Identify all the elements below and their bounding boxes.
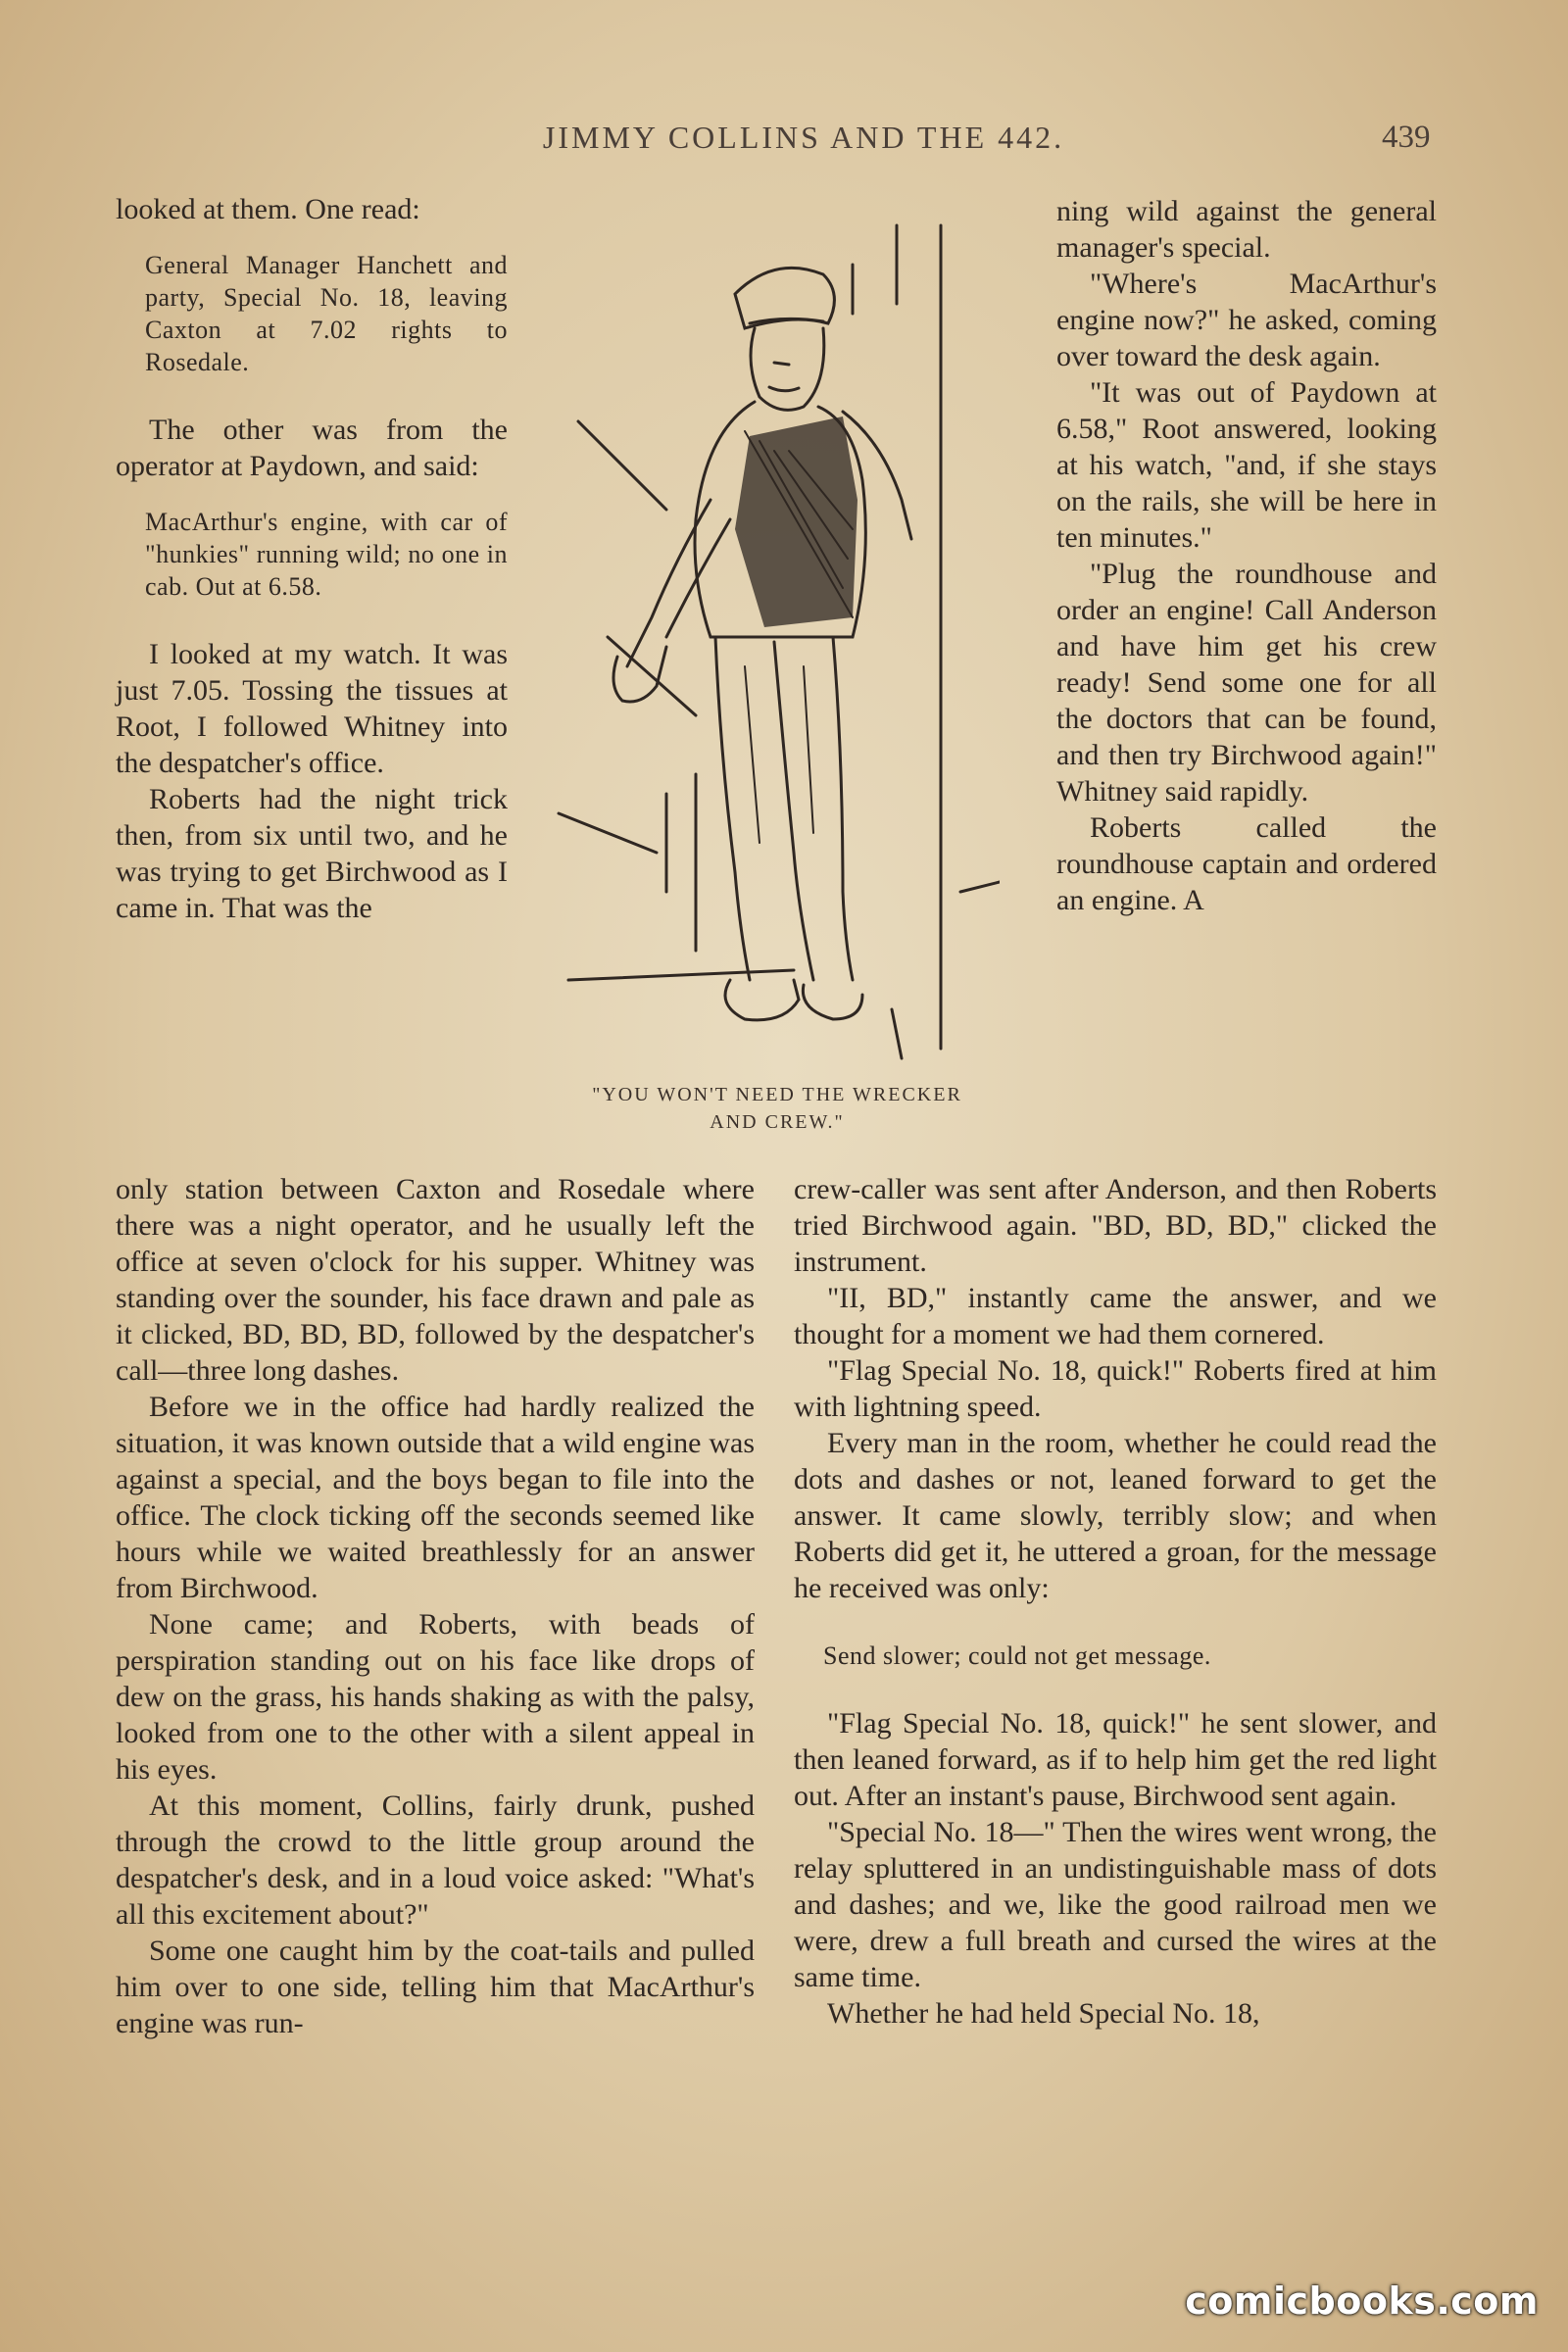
right-column-bottom	[794, 1171, 1437, 2032]
telegram-quote: General Manager Hanchett and party, Special No. 18, leaving Caxton at 7.02 rights to Rosedale.	[145, 251, 508, 376]
illustration-man-leaning	[549, 206, 1000, 1068]
paragraph: Roberts had the night trick then, from six until two, and he was trying to get Birchwood as I came in. That was the	[116, 783, 508, 924]
paragraph: None came; and Roberts, with beads of perspiration standing out on his face like drops of dew on the grass, his hands shaking as with the palsy, looked from one to the other with a silent appeal in his eyes.	[116, 1608, 755, 1786]
telegram-quote: MacArthur's engine, with car of "hunkies" running wild; no one in cab. Out at 6.58.	[145, 508, 508, 601]
running-head: JIMMY COLLINS AND THE 442.	[542, 120, 1065, 155]
right-column-top	[1056, 193, 1437, 918]
paragraph: "Plug the roundhouse and order an engine! Call Anderson and have him get his crew ready! Send some one for all the doctors that can be found, and then try Birchwood again!" Whitney said rapidly.	[1056, 558, 1437, 808]
page-number: 439	[1382, 120, 1431, 155]
paragraph: only station between Caxton and Rosedale where there was a night operator, and he usually left the office at seven o'clock for his supper. Whitney was standing over the sounder, his face drawn and pale as it clicked, BD, BD, BD, followed by the despatcher's call—three long dashes.	[116, 1173, 755, 1387]
paragraph: "Flag Special No. 18, quick!" Roberts fired at him with lightning speed.	[794, 1354, 1437, 1423]
paragraph: crew-caller was sent after Anderson, and then Roberts tried Birchwood again. "BD, BD, BD," clicked the instrument.	[794, 1173, 1437, 1278]
left-column-bottom	[116, 1171, 755, 2041]
paragraph: Whether he had held Special No. 18,	[827, 1997, 1260, 2030]
paragraph: Every man in the room, whether he could read the dots and dashes or not, leaned forward to get the answer. It came slowly, terribly slow; and when Roberts did get it, he uttered a groan, for the message he received was only:	[794, 1427, 1437, 1604]
paragraph: "It was out of Paydown at 6.58," Root answered, looking at his watch, "and, if she stays on the rails, she will be here in ten minutes."	[1056, 376, 1437, 554]
paragraph: "Where's MacArthur's engine now?" he asked, coming over toward the desk again.	[1056, 268, 1437, 372]
paragraph: ning wild against the general manager's special.	[1056, 195, 1437, 264]
paragraph: I looked at my watch. It was just 7.05. Tossing the tissues at Root, I followed Whitney into the despatcher's office.	[116, 638, 508, 779]
left-column-top	[116, 191, 508, 926]
illustration-caption	[537, 1081, 1017, 1136]
watermark-logo: comicbooks.com	[1185, 2279, 1539, 2323]
paragraph: Before we in the office had hardly realized the situation, it was known outside that a wild engine was against a special, and the boys began to file into the office. The clock ticking off the seconds seemed like hours while we waited breathlessly for an answer from Birchwood.	[116, 1391, 755, 1604]
telegram-quote: Send slower; could not get message.	[823, 1642, 1211, 1670]
paragraph: "Special No. 18—" Then the wires went wrong, the relay spluttered in an undistinguishable mass of dots and dashes; and we, like the good railroad men we were, drew a full breath and cursed the wires at the same time.	[794, 1816, 1437, 1993]
caption-line: AND CREW."	[710, 1111, 845, 1133]
paragraph: At this moment, Collins, fairly drunk, pushed through the crowd to the little group around the despatcher's desk, and in a loud voice asked: "What's all this excitement about?"	[116, 1789, 755, 1931]
paragraph: "Flag Special No. 18, quick!" he sent slower, and then leaned forward, as if to help him get the red light out. After an instant's pause, Birchwood sent again.	[794, 1707, 1437, 1812]
paragraph: looked at them. One read:	[116, 193, 420, 225]
paragraph: Roberts called the roundhouse captain and ordered an engine. A	[1056, 811, 1437, 916]
paragraph: "II, BD," instantly came the answer, and we thought for a moment we had them cornered.	[794, 1282, 1437, 1350]
paragraph: Some one caught him by the coat-tails and pulled him over to one side, telling him that MacArthur's engine was run-	[116, 1935, 755, 2039]
paragraph: The other was from the operator at Paydown, and said:	[116, 414, 508, 482]
caption-line: "YOU WON'T NEED THE WRECKER	[592, 1084, 962, 1105]
